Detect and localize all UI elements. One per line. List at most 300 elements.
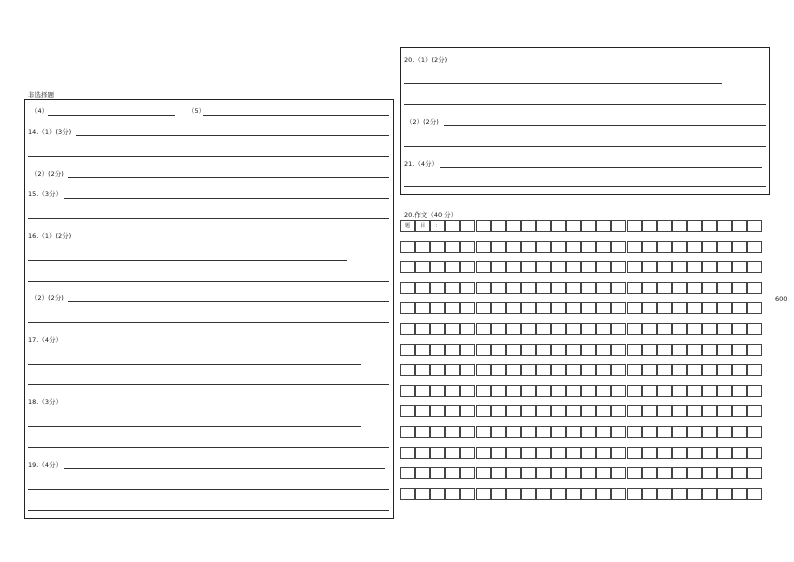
grid-cell[interactable]: [551, 344, 566, 356]
grid-cell[interactable]: [596, 344, 611, 356]
grid-cell[interactable]: [611, 261, 626, 273]
grid-cell[interactable]: [460, 426, 475, 438]
grid-cell[interactable]: [566, 488, 581, 500]
grid-cell[interactable]: [491, 282, 506, 294]
grid-cell[interactable]: [702, 405, 717, 417]
grid-cell[interactable]: [627, 261, 642, 273]
grid-cell[interactable]: [566, 261, 581, 273]
grid-cell[interactable]: [566, 385, 581, 397]
grid-cell[interactable]: [717, 426, 732, 438]
grid-cell[interactable]: [430, 405, 445, 417]
grid-cell[interactable]: [642, 220, 657, 232]
grid-cell[interactable]: [627, 364, 642, 376]
grid-cell[interactable]: [581, 241, 596, 253]
grid-cell[interactable]: [672, 405, 687, 417]
grid-cell[interactable]: [642, 467, 657, 479]
grid-cell[interactable]: [596, 261, 611, 273]
grid-cell[interactable]: [687, 426, 702, 438]
grid-cell[interactable]: [430, 302, 445, 314]
grid-cell[interactable]: [491, 364, 506, 376]
grid-cell[interactable]: [611, 220, 626, 232]
grid-cell[interactable]: [657, 426, 672, 438]
grid-cell[interactable]: [657, 405, 672, 417]
grid-cell[interactable]: [747, 344, 762, 356]
q20-1-answer-line-2[interactable]: [404, 104, 766, 105]
grid-cell[interactable]: [672, 302, 687, 314]
q16-1-answer-line-2[interactable]: [28, 281, 389, 282]
grid-cell[interactable]: [687, 302, 702, 314]
grid-cell[interactable]: [611, 488, 626, 500]
grid-cell[interactable]: [747, 282, 762, 294]
grid-cell[interactable]: [566, 405, 581, 417]
grid-cell[interactable]: [551, 488, 566, 500]
grid-cell[interactable]: [551, 302, 566, 314]
grid-cell[interactable]: [445, 385, 460, 397]
grid-cell[interactable]: [702, 344, 717, 356]
grid-cell[interactable]: [506, 426, 521, 438]
grid-cell[interactable]: [672, 220, 687, 232]
grid-cell[interactable]: [445, 364, 460, 376]
grid-cell[interactable]: [642, 261, 657, 273]
grid-cell[interactable]: [687, 282, 702, 294]
grid-cell[interactable]: [521, 488, 536, 500]
grid-cell[interactable]: [642, 241, 657, 253]
grid-cell[interactable]: [581, 282, 596, 294]
grid-cell[interactable]: [506, 467, 521, 479]
grid-cell[interactable]: [476, 405, 491, 417]
grid-cell[interactable]: [491, 261, 506, 273]
grid-cell[interactable]: [415, 241, 430, 253]
grid-cell[interactable]: [491, 488, 506, 500]
grid-cell[interactable]: [596, 467, 611, 479]
grid-cell[interactable]: [460, 344, 475, 356]
grid-cell[interactable]: [611, 447, 626, 459]
grid-cell[interactable]: [476, 282, 491, 294]
grid-cell[interactable]: [717, 364, 732, 376]
grid-cell[interactable]: [445, 344, 460, 356]
grid-cell[interactable]: [717, 261, 732, 273]
grid-cell[interactable]: [491, 467, 506, 479]
grid-cell[interactable]: [415, 261, 430, 273]
grid-cell[interactable]: [627, 447, 642, 459]
grid-cell[interactable]: [491, 344, 506, 356]
grid-cell[interactable]: [657, 282, 672, 294]
grid-cell[interactable]: [672, 426, 687, 438]
grid-cell[interactable]: [747, 220, 762, 232]
grid-cell[interactable]: [536, 467, 551, 479]
grid-cell[interactable]: [657, 261, 672, 273]
grid-cell[interactable]: [732, 282, 747, 294]
grid-cell[interactable]: [702, 447, 717, 459]
grid-cell[interactable]: [581, 447, 596, 459]
grid-cell[interactable]: [732, 261, 747, 273]
grid-cell[interactable]: [460, 405, 475, 417]
grid-cell[interactable]: [702, 220, 717, 232]
grid-cell[interactable]: [400, 323, 415, 335]
q15-answer-line-2[interactable]: [28, 218, 389, 219]
grid-cell[interactable]: [415, 344, 430, 356]
grid-cell[interactable]: [672, 488, 687, 500]
grid-cell[interactable]: [657, 385, 672, 397]
grid-cell[interactable]: [717, 282, 732, 294]
grid-cell[interactable]: [476, 488, 491, 500]
grid-cell[interactable]: [581, 405, 596, 417]
grid-cell[interactable]: [400, 302, 415, 314]
grid-cell[interactable]: [627, 405, 642, 417]
grid-cell[interactable]: [717, 385, 732, 397]
grid-cell[interactable]: [506, 488, 521, 500]
grid-cell[interactable]: [460, 467, 475, 479]
q13-4-answer-line[interactable]: [48, 115, 175, 116]
grid-cell[interactable]: [476, 261, 491, 273]
grid-cell[interactable]: [596, 323, 611, 335]
grid-cell[interactable]: [400, 467, 415, 479]
grid-cell[interactable]: [642, 488, 657, 500]
grid-cell[interactable]: [536, 302, 551, 314]
grid-cell[interactable]: [476, 241, 491, 253]
grid-cell[interactable]: [627, 241, 642, 253]
grid-cell[interactable]: [491, 447, 506, 459]
grid-cell[interactable]: [657, 323, 672, 335]
q20-2-answer-line-1[interactable]: [444, 125, 766, 126]
grid-cell[interactable]: [521, 405, 536, 417]
grid-cell[interactable]: [702, 385, 717, 397]
grid-cell[interactable]: [476, 467, 491, 479]
grid-cell[interactable]: [702, 241, 717, 253]
grid-cell[interactable]: 题: [400, 220, 415, 232]
grid-cell[interactable]: [672, 385, 687, 397]
grid-cell[interactable]: [581, 426, 596, 438]
grid-cell[interactable]: [445, 467, 460, 479]
grid-cell[interactable]: [491, 405, 506, 417]
grid-cell[interactable]: [596, 282, 611, 294]
grid-cell[interactable]: [551, 447, 566, 459]
grid-cell[interactable]: [581, 385, 596, 397]
grid-cell[interactable]: [687, 323, 702, 335]
grid-cell[interactable]: [627, 467, 642, 479]
grid-cell[interactable]: [687, 220, 702, 232]
grid-cell[interactable]: [581, 488, 596, 500]
grid-cell[interactable]: [642, 323, 657, 335]
grid-cell[interactable]: [536, 426, 551, 438]
grid-cell[interactable]: [642, 364, 657, 376]
grid-cell[interactable]: [732, 220, 747, 232]
grid-cell[interactable]: [732, 385, 747, 397]
grid-cell[interactable]: [506, 405, 521, 417]
grid-cell[interactable]: [445, 405, 460, 417]
grid-cell[interactable]: [566, 220, 581, 232]
grid-cell[interactable]: [687, 488, 702, 500]
grid-cell[interactable]: [476, 344, 491, 356]
grid-cell[interactable]: [627, 302, 642, 314]
grid-cell[interactable]: [521, 241, 536, 253]
grid-cell[interactable]: [506, 323, 521, 335]
grid-cell[interactable]: [627, 488, 642, 500]
grid-cell[interactable]: [657, 344, 672, 356]
grid-cell[interactable]: [551, 426, 566, 438]
grid-cell[interactable]: [732, 488, 747, 500]
grid-cell[interactable]: [702, 488, 717, 500]
grid-cell[interactable]: [551, 241, 566, 253]
grid-cell[interactable]: [536, 261, 551, 273]
grid-cell[interactable]: [566, 364, 581, 376]
grid-cell[interactable]: [536, 323, 551, 335]
q15-answer-line-1[interactable]: [64, 198, 389, 199]
grid-cell[interactable]: [445, 241, 460, 253]
grid-cell[interactable]: [430, 261, 445, 273]
grid-cell[interactable]: [687, 447, 702, 459]
q19-answer-line-1[interactable]: [64, 468, 385, 469]
grid-cell[interactable]: [687, 364, 702, 376]
grid-cell[interactable]: [717, 488, 732, 500]
q19-answer-line-3[interactable]: [28, 510, 389, 511]
grid-cell[interactable]: [445, 302, 460, 314]
grid-cell[interactable]: [596, 426, 611, 438]
grid-cell[interactable]: [445, 323, 460, 335]
grid-cell[interactable]: [747, 323, 762, 335]
grid-cell[interactable]: [521, 467, 536, 479]
grid-cell[interactable]: [642, 385, 657, 397]
grid-cell[interactable]: [415, 488, 430, 500]
grid-cell[interactable]: [611, 323, 626, 335]
grid-cell[interactable]: [400, 241, 415, 253]
grid-cell[interactable]: [551, 467, 566, 479]
grid-cell[interactable]: [672, 282, 687, 294]
grid-cell[interactable]: [642, 447, 657, 459]
grid-cell[interactable]: [506, 261, 521, 273]
grid-cell[interactable]: [491, 385, 506, 397]
grid-cell[interactable]: [747, 447, 762, 459]
q14-2-answer-line[interactable]: [68, 177, 389, 178]
grid-cell[interactable]: [536, 385, 551, 397]
grid-cell[interactable]: [732, 426, 747, 438]
grid-cell[interactable]: [400, 426, 415, 438]
grid-cell[interactable]: [672, 344, 687, 356]
grid-cell[interactable]: [687, 261, 702, 273]
q16-2-answer-line-2[interactable]: [28, 322, 389, 323]
grid-cell[interactable]: [430, 447, 445, 459]
grid-cell[interactable]: [460, 488, 475, 500]
grid-cell[interactable]: [687, 405, 702, 417]
grid-cell[interactable]: [672, 364, 687, 376]
grid-cell[interactable]: [596, 405, 611, 417]
grid-cell[interactable]: [460, 241, 475, 253]
grid-cell[interactable]: [400, 488, 415, 500]
grid-cell[interactable]: [717, 302, 732, 314]
grid-cell[interactable]: [642, 405, 657, 417]
grid-cell[interactable]: [445, 488, 460, 500]
grid-cell[interactable]: [430, 426, 445, 438]
grid-cell[interactable]: [642, 344, 657, 356]
grid-cell[interactable]: [611, 405, 626, 417]
grid-cell[interactable]: [415, 364, 430, 376]
q16-2-answer-line-1[interactable]: [68, 301, 389, 302]
grid-cell[interactable]: [627, 220, 642, 232]
grid-cell[interactable]: [430, 364, 445, 376]
grid-cell[interactable]: [491, 302, 506, 314]
grid-cell[interactable]: [611, 344, 626, 356]
grid-cell[interactable]: [732, 467, 747, 479]
grid-cell[interactable]: [400, 282, 415, 294]
grid-cell[interactable]: [596, 447, 611, 459]
grid-cell[interactable]: [415, 405, 430, 417]
grid-cell[interactable]: [551, 405, 566, 417]
grid-cell[interactable]: [506, 302, 521, 314]
grid-cell[interactable]: [657, 302, 672, 314]
grid-cell[interactable]: [400, 364, 415, 376]
grid-cell[interactable]: [536, 241, 551, 253]
grid-cell[interactable]: [642, 282, 657, 294]
grid-cell[interactable]: [657, 447, 672, 459]
grid-cell[interactable]: [551, 364, 566, 376]
q17-answer-line-1[interactable]: [28, 364, 361, 365]
grid-cell[interactable]: [415, 323, 430, 335]
grid-cell[interactable]: [611, 302, 626, 314]
grid-cell[interactable]: [460, 447, 475, 459]
grid-cell[interactable]: [642, 302, 657, 314]
grid-cell[interactable]: [657, 220, 672, 232]
grid-cell[interactable]: [430, 282, 445, 294]
grid-cell[interactable]: [747, 405, 762, 417]
grid-cell[interactable]: [747, 488, 762, 500]
grid-cell[interactable]: [657, 467, 672, 479]
grid-cell[interactable]: [732, 364, 747, 376]
grid-cell[interactable]: [400, 385, 415, 397]
grid-cell[interactable]: [566, 302, 581, 314]
grid-cell[interactable]: [521, 447, 536, 459]
grid-cell[interactable]: [672, 467, 687, 479]
q16-1-answer-line-1[interactable]: [28, 260, 347, 261]
grid-cell[interactable]: [566, 241, 581, 253]
grid-cell[interactable]: [596, 220, 611, 232]
grid-cell[interactable]: [657, 364, 672, 376]
grid-cell[interactable]: [687, 467, 702, 479]
grid-cell[interactable]: [551, 220, 566, 232]
grid-cell[interactable]: [460, 364, 475, 376]
grid-cell[interactable]: [747, 426, 762, 438]
grid-cell[interactable]: [430, 385, 445, 397]
grid-cell[interactable]: [627, 385, 642, 397]
grid-cell[interactable]: [460, 220, 475, 232]
grid-cell[interactable]: [491, 220, 506, 232]
grid-cell[interactable]: [521, 426, 536, 438]
grid-cell[interactable]: [400, 261, 415, 273]
grid-cell[interactable]: [551, 282, 566, 294]
q21-answer-line-2[interactable]: [404, 186, 766, 187]
composition-grid[interactable]: [400, 220, 762, 510]
grid-cell[interactable]: [672, 241, 687, 253]
grid-cell[interactable]: [400, 447, 415, 459]
grid-cell[interactable]: [657, 241, 672, 253]
grid-cell[interactable]: [747, 467, 762, 479]
grid-cell[interactable]: [415, 426, 430, 438]
grid-cell[interactable]: [672, 323, 687, 335]
grid-cell[interactable]: [611, 364, 626, 376]
grid-cell[interactable]: [521, 364, 536, 376]
grid-cell[interactable]: [566, 426, 581, 438]
grid-cell[interactable]: [476, 447, 491, 459]
grid-cell[interactable]: [430, 488, 445, 500]
grid-cell[interactable]: [491, 323, 506, 335]
grid-cell[interactable]: [747, 241, 762, 253]
grid-cell[interactable]: [702, 364, 717, 376]
grid-cell[interactable]: [506, 282, 521, 294]
grid-cell[interactable]: [476, 323, 491, 335]
q18-answer-line-2[interactable]: [28, 447, 389, 448]
grid-cell[interactable]: [566, 467, 581, 479]
grid-cell[interactable]: [521, 220, 536, 232]
grid-cell[interactable]: [672, 447, 687, 459]
grid-cell[interactable]: [596, 364, 611, 376]
grid-cell[interactable]: [596, 385, 611, 397]
grid-cell[interactable]: [672, 261, 687, 273]
grid-cell[interactable]: [732, 323, 747, 335]
grid-cell[interactable]: [460, 323, 475, 335]
grid-cell[interactable]: [460, 261, 475, 273]
grid-cell[interactable]: [460, 282, 475, 294]
grid-cell[interactable]: [611, 241, 626, 253]
q20-1-answer-line-1[interactable]: [404, 83, 722, 84]
grid-cell[interactable]: [627, 426, 642, 438]
grid-cell[interactable]: [415, 467, 430, 479]
grid-cell[interactable]: [476, 220, 491, 232]
grid-cell[interactable]: [491, 241, 506, 253]
grid-cell[interactable]: [521, 282, 536, 294]
grid-cell[interactable]: [415, 447, 430, 459]
grid-cell[interactable]: [536, 447, 551, 459]
grid-cell[interactable]: 目: [415, 220, 430, 232]
grid-cell[interactable]: [732, 447, 747, 459]
grid-cell[interactable]: [732, 405, 747, 417]
grid-cell[interactable]: [536, 220, 551, 232]
grid-cell[interactable]: [506, 447, 521, 459]
grid-cell[interactable]: [536, 344, 551, 356]
grid-cell[interactable]: [476, 302, 491, 314]
grid-cell[interactable]: [596, 488, 611, 500]
grid-cell[interactable]: [732, 302, 747, 314]
grid-cell[interactable]: [521, 385, 536, 397]
grid-cell[interactable]: [627, 323, 642, 335]
grid-cell[interactable]: [430, 323, 445, 335]
q21-answer-line-1[interactable]: [440, 167, 762, 168]
grid-cell[interactable]: [627, 282, 642, 294]
grid-cell[interactable]: [521, 344, 536, 356]
grid-cell[interactable]: [536, 405, 551, 417]
grid-cell[interactable]: [687, 241, 702, 253]
grid-cell[interactable]: [506, 385, 521, 397]
grid-cell[interactable]: [747, 261, 762, 273]
grid-cell[interactable]: [732, 344, 747, 356]
grid-cell[interactable]: [581, 344, 596, 356]
grid-cell[interactable]: [460, 385, 475, 397]
grid-cell[interactable]: [551, 323, 566, 335]
grid-cell[interactable]: [430, 344, 445, 356]
grid-cell[interactable]: [506, 344, 521, 356]
grid-cell[interactable]: [596, 241, 611, 253]
grid-cell[interactable]: [717, 405, 732, 417]
grid-cell[interactable]: [506, 364, 521, 376]
grid-cell[interactable]: [687, 385, 702, 397]
grid-cell[interactable]: [717, 447, 732, 459]
grid-cell[interactable]: [732, 241, 747, 253]
grid-cell[interactable]: [521, 302, 536, 314]
q13-5-answer-line[interactable]: [203, 115, 389, 116]
grid-cell[interactable]: [400, 344, 415, 356]
grid-cell[interactable]: [702, 261, 717, 273]
grid-cell[interactable]: [627, 344, 642, 356]
grid-cell[interactable]: [747, 385, 762, 397]
grid-cell[interactable]: [581, 364, 596, 376]
